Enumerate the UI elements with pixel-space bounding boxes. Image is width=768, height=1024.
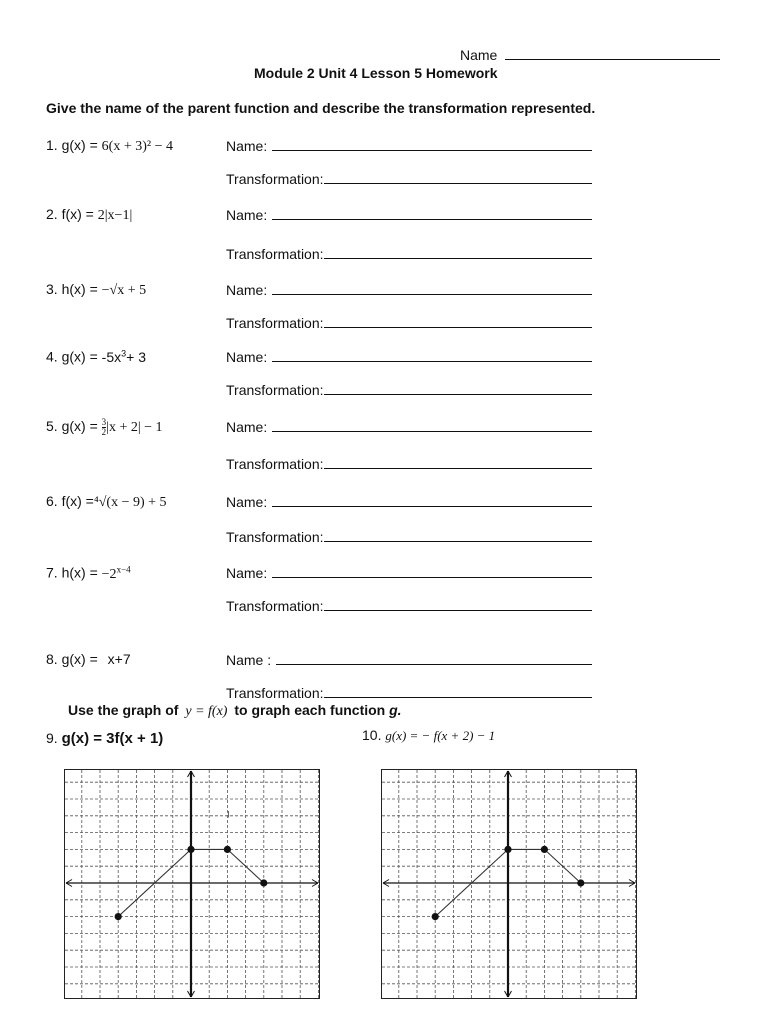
instructions: Give the name of the parent function and describe the transformation represented. <box>46 100 596 116</box>
problem-5-name-blank[interactable] <box>272 418 592 432</box>
problem-8-name-row: Name : <box>226 651 592 668</box>
problem-2-name-blank[interactable] <box>272 206 592 220</box>
problem-1-name-row: Name: <box>226 137 592 154</box>
problem-9-graph[interactable] <box>64 769 320 999</box>
problem-9: 9. g(x) = 3f(x + 1) <box>46 730 164 747</box>
function-f-point <box>541 846 548 853</box>
function-f-point <box>577 879 584 886</box>
function-f-point <box>224 846 231 853</box>
problem-3-name-row: Name: <box>226 281 592 298</box>
problem-7-name-blank[interactable] <box>272 564 592 578</box>
problem-4-name-row: Name: <box>226 348 592 365</box>
function-f-point <box>432 913 439 920</box>
problem-10-expression: g(x) = − f(x + 2) − 1 <box>385 728 496 743</box>
problem-8: 8. g(x) = x+7 <box>46 651 131 667</box>
problem-7-transformation-blank[interactable] <box>324 597 592 611</box>
problem-7-transformation-row: Transformation: <box>226 597 592 614</box>
worksheet-title: Module 2 Unit 4 Lesson 5 Homework <box>254 65 498 81</box>
name-label: Name <box>460 46 720 63</box>
function-f-point <box>115 913 122 920</box>
problem-1-transformation-row: Transformation: <box>226 170 592 187</box>
small-mark: I <box>227 809 230 820</box>
function-f-point <box>187 846 194 853</box>
problem-3-name-blank[interactable] <box>272 281 592 295</box>
problem-6-name-row: Name: <box>226 493 592 510</box>
function-f-point <box>504 846 511 853</box>
problem-6-transformation-row: Transformation: <box>226 528 592 545</box>
problem-1-expression: 6(x + 3)² − 4 <box>101 139 173 154</box>
problem-3: 3. h(x) = −√x + 5 <box>46 281 147 298</box>
problem-8-transformation-row: Transformation: <box>226 684 592 701</box>
problem-7-expression: $-2^{x-4}$ <box>101 564 131 582</box>
problem-4-transformation-row: Transformation: <box>226 381 592 398</box>
problem-8-expression: x+7 <box>107 651 131 667</box>
problem-1: 1. g(x) = 6(x + 3)² − 4 <box>46 137 173 154</box>
problem-4-expression: $-5x^3+ 3$ <box>101 348 146 365</box>
graph-instructions: Use the graph of y = f(x) to graph each function g. <box>68 702 402 719</box>
function-f-point <box>260 879 267 886</box>
problem-5-transformation-blank[interactable] <box>324 455 592 469</box>
problem-7: 7. $h(x) = -2^{x-4}$ <box>46 564 131 582</box>
problem-4-name-blank[interactable] <box>272 348 592 362</box>
problem-5-fraction: $\frac{3}{2}$ <box>101 417 107 437</box>
problem-10-graph[interactable] <box>381 769 637 999</box>
problem-3-transformation-blank[interactable] <box>324 314 592 328</box>
problem-2-transformation-row: Transformation: <box>226 245 592 262</box>
problem-1-transformation-blank[interactable] <box>324 170 592 184</box>
problem-8-name-blank[interactable] <box>276 651 592 665</box>
problem-1-name-blank[interactable] <box>272 137 592 151</box>
problem-6-name-blank[interactable] <box>272 493 592 507</box>
problem-2-name-row: Name: <box>226 206 592 223</box>
problem-2-expression: 2|x−1| <box>97 208 133 223</box>
problem-2-transformation-blank[interactable] <box>324 245 592 259</box>
problem-2: 2. f(x) = 2|x−1| <box>46 206 133 223</box>
problem-3-transformation-row: Transformation: <box>226 314 592 331</box>
student-name-blank[interactable] <box>505 46 720 60</box>
problem-5-name-row: Name: <box>226 418 592 435</box>
problem-7-name-row: Name: <box>226 564 592 581</box>
problem-4: 4. $g(x) = -5x^3+ 3$ <box>46 348 146 365</box>
problem-9-expression: g(x) = 3f(x + 1) <box>61 730 164 747</box>
problem-5-transformation-row: Transformation: <box>226 455 592 472</box>
problem-5: 5. g(x) = $\frac{3}{2}$ |x + 2| − 1 <box>46 417 163 437</box>
problem-6: 6. f(x) =⁴√(x − 9) + 5 <box>46 493 167 510</box>
problem-6-transformation-blank[interactable] <box>324 528 592 542</box>
problem-10: 10. g(x) = − f(x + 2) − 1 <box>362 727 496 743</box>
problem-6-expression: ⁴√(x − 9) + 5 <box>93 495 167 510</box>
problem-3-expression: −√x + 5 <box>101 283 147 298</box>
problem-8-transformation-blank[interactable] <box>324 684 592 698</box>
problem-4-transformation-blank[interactable] <box>324 381 592 395</box>
problem-5-expression: |x + 2| − 1 <box>106 420 163 436</box>
